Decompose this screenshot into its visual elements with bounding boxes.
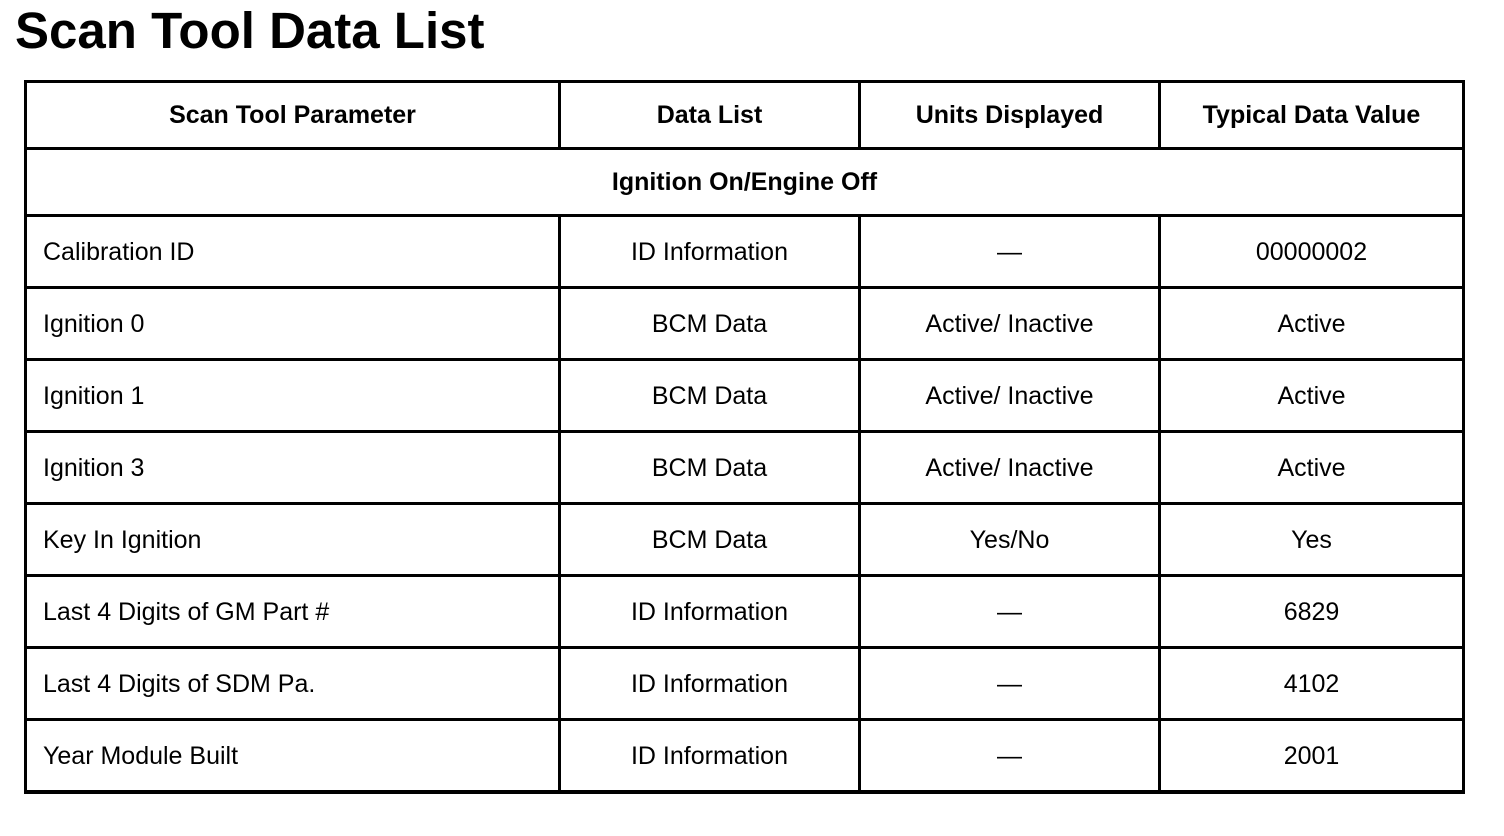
column-header-parameter: Scan Tool Parameter [26, 82, 560, 149]
parameter-cell: Ignition 1 [26, 360, 560, 432]
table-row [26, 720, 1464, 793]
parameter-cell: Ignition 3 [26, 432, 560, 504]
data-list-cell: BCM Data [560, 360, 860, 432]
table-row [26, 360, 1464, 432]
data-list-cell: ID Information [560, 576, 860, 648]
units-cell: Yes/No [860, 504, 1160, 576]
section-label: Ignition On/Engine Off [26, 149, 1464, 216]
units-cell: — [860, 216, 1160, 288]
units-cell: — [860, 576, 1160, 648]
units-cell: Active/ Inactive [860, 288, 1160, 360]
data-list-cell: ID Information [560, 648, 860, 720]
section-row [26, 149, 1464, 216]
units-cell: — [860, 648, 1160, 720]
typical-value-cell: 6829 [1160, 576, 1464, 648]
column-header-units: Units Displayed [860, 82, 1160, 149]
column-header-typical-value: Typical Data Value [1160, 82, 1464, 149]
table-row [26, 504, 1464, 576]
typical-value-cell: Active [1160, 288, 1464, 360]
table-row [26, 216, 1464, 288]
data-list-cell: BCM Data [560, 288, 860, 360]
typical-value-cell: Yes [1160, 504, 1464, 576]
parameter-cell: Year Module Built [26, 720, 560, 793]
typical-value-cell: Active [1160, 432, 1464, 504]
units-cell: Active/ Inactive [860, 432, 1160, 504]
typical-value-cell: 4102 [1160, 648, 1464, 720]
parameter-cell: Last 4 Digits of SDM Pa. [26, 648, 560, 720]
page-title: Scan Tool Data List [15, 2, 485, 59]
parameter-cell: Calibration ID [26, 216, 560, 288]
parameter-cell: Key In Ignition [26, 504, 560, 576]
parameter-cell: Last 4 Digits of GM Part # [26, 576, 560, 648]
table-row [26, 288, 1464, 360]
typical-value-cell: 00000002 [1160, 216, 1464, 288]
table-row [26, 648, 1464, 720]
units-cell: Active/ Inactive [860, 360, 1160, 432]
header-row [26, 82, 1464, 149]
data-list-cell: ID Information [560, 216, 860, 288]
data-list-cell: BCM Data [560, 504, 860, 576]
units-cell: — [860, 720, 1160, 793]
typical-value-cell: 2001 [1160, 720, 1464, 793]
column-header-data-list: Data List [560, 82, 860, 149]
table-row [26, 576, 1464, 648]
data-list-cell: ID Information [560, 720, 860, 793]
scan-tool-data-table [24, 80, 1465, 794]
data-list-cell: BCM Data [560, 432, 860, 504]
table-row [26, 432, 1464, 504]
parameter-cell: Ignition 0 [26, 288, 560, 360]
typical-value-cell: Active [1160, 360, 1464, 432]
